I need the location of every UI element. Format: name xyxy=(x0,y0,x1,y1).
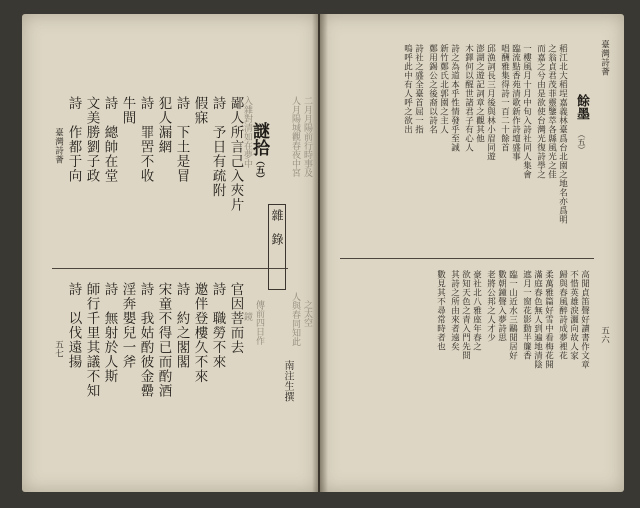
right-lower-03: 歸與春風醉詩成夢裡花 xyxy=(557,270,568,360)
bleed-2: 二月月陽前行時事及 xyxy=(302,96,312,177)
right-upper-09: 木鐸何以醒世諸君子有心人 xyxy=(463,44,474,152)
right-lower-07: 臨一山近水三鷗閒居好 xyxy=(507,270,518,360)
right-section-sub: （五） xyxy=(577,130,586,154)
right-upper-01: 稻江北大稻埕嘉義林臺爲台北園之地名亦爲明 xyxy=(557,44,568,224)
left-lower-riddle-02: 詩 職勞不來 xyxy=(209,282,226,369)
left-riddle-06: 詩 罪罟不收 xyxy=(137,96,154,183)
left-riddle-09: 文美勝劉子政 xyxy=(83,96,100,183)
bleed-3: 入雜對清如在夢中 xyxy=(242,96,252,168)
left-riddle-03: 假寐 xyxy=(191,96,208,125)
right-upper-12: 鄭用錫公之後裔以詩名 xyxy=(427,44,438,134)
right-page-number: 五六 xyxy=(599,326,610,344)
right-upper-03: 而嘉之兮由是欲使台灣光復詩學之 xyxy=(535,44,546,179)
left-lower-riddle-06: 詩 我姑酌彼金罍 xyxy=(137,282,154,398)
left-riddle-01: 鄙人所言己入夾片 xyxy=(227,96,244,212)
bleed-4: 人與春同知此 xyxy=(290,292,300,346)
right-section-title: 餘墨 xyxy=(574,94,589,120)
right-lower-02: 不惜英雄淚灑向故人家 xyxy=(568,270,579,360)
left-lower-riddle-10: 詩 以伐遠揚 xyxy=(65,282,82,369)
right-lower-08: 數朝鐘聲入夢詩思 xyxy=(496,270,507,342)
right-upper-08: 澎湖之遊記詞章之觀其他 xyxy=(474,44,485,143)
left-riddle-05: 犯人漏網 xyxy=(155,96,172,154)
left-riddle-08: 詩 總帥在堂 xyxy=(101,96,118,183)
left-riddle-10: 詩 作都于向 xyxy=(65,96,82,183)
right-upper-13: 詩社之盛全臺首屈一指 xyxy=(413,44,424,134)
left-page-header: 臺灣詩薈 xyxy=(53,128,64,164)
left-lower-riddle-05: 宋童不得已而酌酒 xyxy=(155,282,172,398)
right-lower-09: 老將公邦之人才少 xyxy=(485,270,496,342)
category-label: 雜錄 xyxy=(268,204,286,290)
left-lower-riddle-09: 師行千里其議不知 xyxy=(83,282,100,398)
bleed-5: 之太空 xyxy=(302,300,312,327)
right-upper-07: 邱漁詞長三月後與林小眉同遊 xyxy=(485,44,496,161)
left-riddle-04: 詩 下土是冒 xyxy=(173,96,190,183)
right-upper-14: 嗚呼此中有人呼之欲出 xyxy=(402,44,413,134)
right-lower-04: 柔萬雅篇好雪中看梅花開 xyxy=(543,270,554,369)
right-lower-05: 滿庭春色無人到遍地清陰 xyxy=(532,270,543,369)
left-lower-riddle-07: 淫奔嬰兒一斧 xyxy=(119,282,136,369)
left-lower-riddle-03: 邀伴登樓久不來 xyxy=(191,282,208,384)
book-gutter xyxy=(312,14,328,492)
left-lower-riddle-01: 官因菩而去 xyxy=(227,282,244,355)
bleed-1: 人月陽城觀春夜中宮 xyxy=(290,96,300,177)
left-riddle-07: 牛間 xyxy=(119,96,136,125)
right-page-divider xyxy=(340,258,594,259)
right-upper-02: 之翁貞君茂菲靈鑒萃各縣風光之佳 xyxy=(546,44,557,179)
right-upper-10: 詩之為道本乎性情發乎至誠 xyxy=(449,44,460,152)
right-upper-11: 新竹鄭氏北郭園之主人 xyxy=(438,44,449,134)
right-upper-04: 一樓風月十月中旬入詩社同人集會 xyxy=(521,44,532,179)
right-lower-06: 遮月一窗花影動半簾香 xyxy=(521,270,532,360)
right-lower-01: 高閒貞笛聲好讀書作文章 xyxy=(579,270,590,369)
right-upper-06: 唱酬雅集得詩一百二十餘首 xyxy=(499,44,510,152)
author-credit: 南注生撰 xyxy=(282,360,293,402)
left-lower-riddle-04: 詩 約之閣閣 xyxy=(173,282,190,369)
right-upper-05: 臨流點香苑清歌新作詩壇盛事 xyxy=(510,44,521,161)
left-page-divider xyxy=(52,268,288,269)
right-lower-12: 其詩之所由來者遠矣 xyxy=(449,270,460,351)
right-lower-10: 豪社北八雅座年春之 xyxy=(471,270,482,351)
right-lower-13: 數見其不尋常時者也 xyxy=(435,270,446,351)
section-title: 謎拾（五） xyxy=(249,122,269,183)
left-page-number: 五七 xyxy=(53,340,64,358)
left-lower-riddle-08: 詩 無射於人斯 xyxy=(101,282,118,384)
left-riddle-02: 詩 予日有疏附 xyxy=(209,96,226,198)
bleed-6: 鏡 xyxy=(242,312,252,321)
right-lower-11: 欲知天色之青入門先問 xyxy=(460,270,471,360)
bleed-7: 傳前四日作 xyxy=(254,300,264,345)
right-page-header: 臺灣詩薈 xyxy=(599,40,610,76)
